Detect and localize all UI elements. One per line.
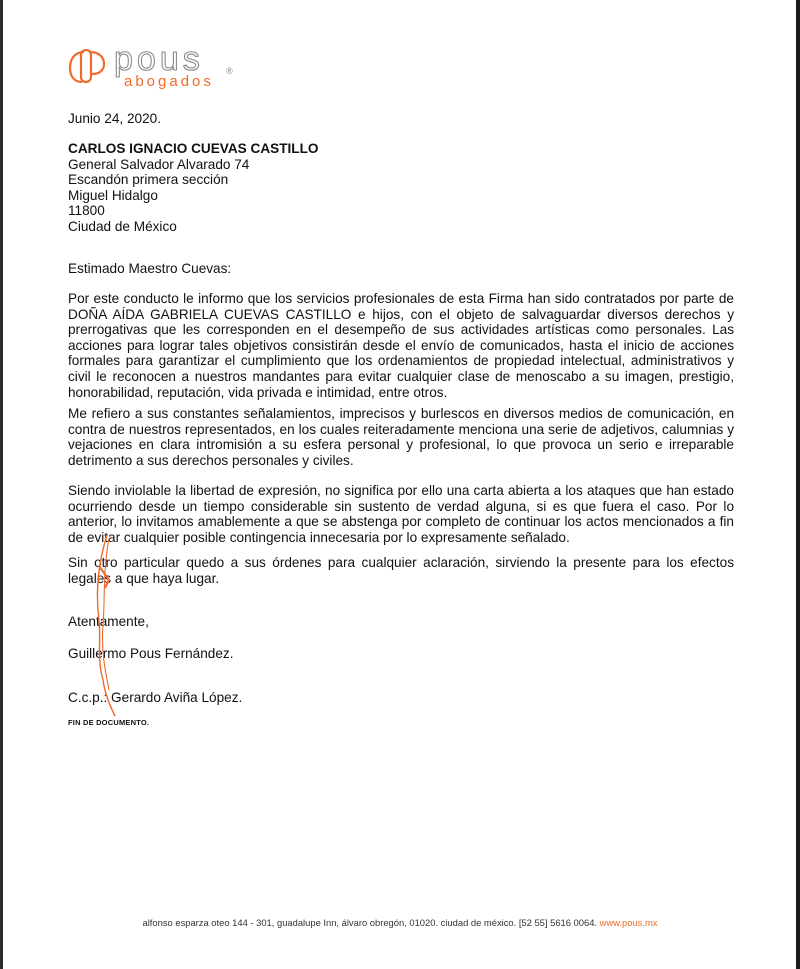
firm-logo xyxy=(68,40,248,94)
body-paragraph: Siendo inviolable la libertad de expresión, no significa por ello una carta abierta a los ataques que han estado ocurriendo desde un tiempo considerable sin sustento de verdad alguna, si es que fuera el caso. Por lo anterior, lo invitamos amablemente a que se abstenga por completo de continuar los actos mencionados a fin de evitar cualquier posible contingencia innecesaria por lo expresamente señalado. xyxy=(68,483,734,545)
page-left-edge xyxy=(0,0,3,969)
recipient-name: CARLOS IGNACIO CUEVAS CASTILLO xyxy=(68,141,319,156)
page-footer xyxy=(0,917,800,928)
address-line: 11800 xyxy=(68,203,105,219)
handwritten-signature xyxy=(85,530,125,720)
closing: Atentamente, xyxy=(68,614,149,629)
footer-website-link[interactable]: www.pous.mx xyxy=(599,917,658,928)
body-paragraph: Por este conducto le informo que los servicios profesionales de esta Firma han sido contratados por parte de DOÑA AÍDA GABRIELA CUEVAS CASTILLO e hijos, con el objeto de salvaguardar diversos derechos y prerrogativas que les corresponden en el desempeño de sus actividades artísticas como personales. Las acciones para lograr tales objetivos consistirán desde el envío de comunicados, hasta el inicio de acciones formales para garantizar el cumplimiento que los ordenamientos de propiedad intelectual, administrativos y civil le reconocen a nuestros mandantes para evitar cualquier clase de menoscabo a su imagen, prestigio, honorabilidad, reputación, vida privada e intimidad, entre otros. xyxy=(68,291,734,400)
page-right-edge xyxy=(796,0,800,969)
salutation: Estimado Maestro Cuevas: xyxy=(68,261,232,276)
firm-logo-icon xyxy=(68,44,114,88)
logo-tagline: abogados xyxy=(124,73,214,90)
carbon-copy: C.c.p.: Gerardo Aviña López. xyxy=(68,690,243,705)
signer-name: Guillermo Pous Fernández. xyxy=(68,646,234,661)
letter-date: Junio 24, 2020. xyxy=(68,111,161,126)
address-line: Ciudad de México xyxy=(68,218,177,234)
logo-wordmark: pous xyxy=(114,40,204,78)
footer-address: alfonso esparza oteo 144 - 301, guadalupe Inn, álvaro obregón, 01020. ciudad de méxico. [52 55] 5616 0064. xyxy=(142,917,598,928)
address-line: Escandón primera sección xyxy=(68,172,229,188)
address-line: General Salvador Alvarado 74 xyxy=(68,156,250,172)
end-of-document: FIN DE DOCUMENTO. xyxy=(68,718,150,727)
logo-registered-mark: ® xyxy=(226,66,233,76)
body-paragraph: Me refiero a sus constantes señalamientos, imprecisos y burlescos en diversos medios de comunicación, en contra de nuestros representados, en los cuales reiteradamente menciona una serie de adjetivos, calumnias y vejaciones en clara intromisión a su esfera personal y profesional, lo que provoca un serio e irreparable detrimento a sus derechos personales y civiles. xyxy=(68,406,734,468)
recipient-address-block xyxy=(68,141,318,235)
body-paragraph: Sin otro particular quedo a sus órdenes para cualquier aclaración, sirviendo la presente para los efectos legales a que haya lugar. xyxy=(68,555,734,586)
address-line: Miguel Hidalgo xyxy=(68,187,158,203)
